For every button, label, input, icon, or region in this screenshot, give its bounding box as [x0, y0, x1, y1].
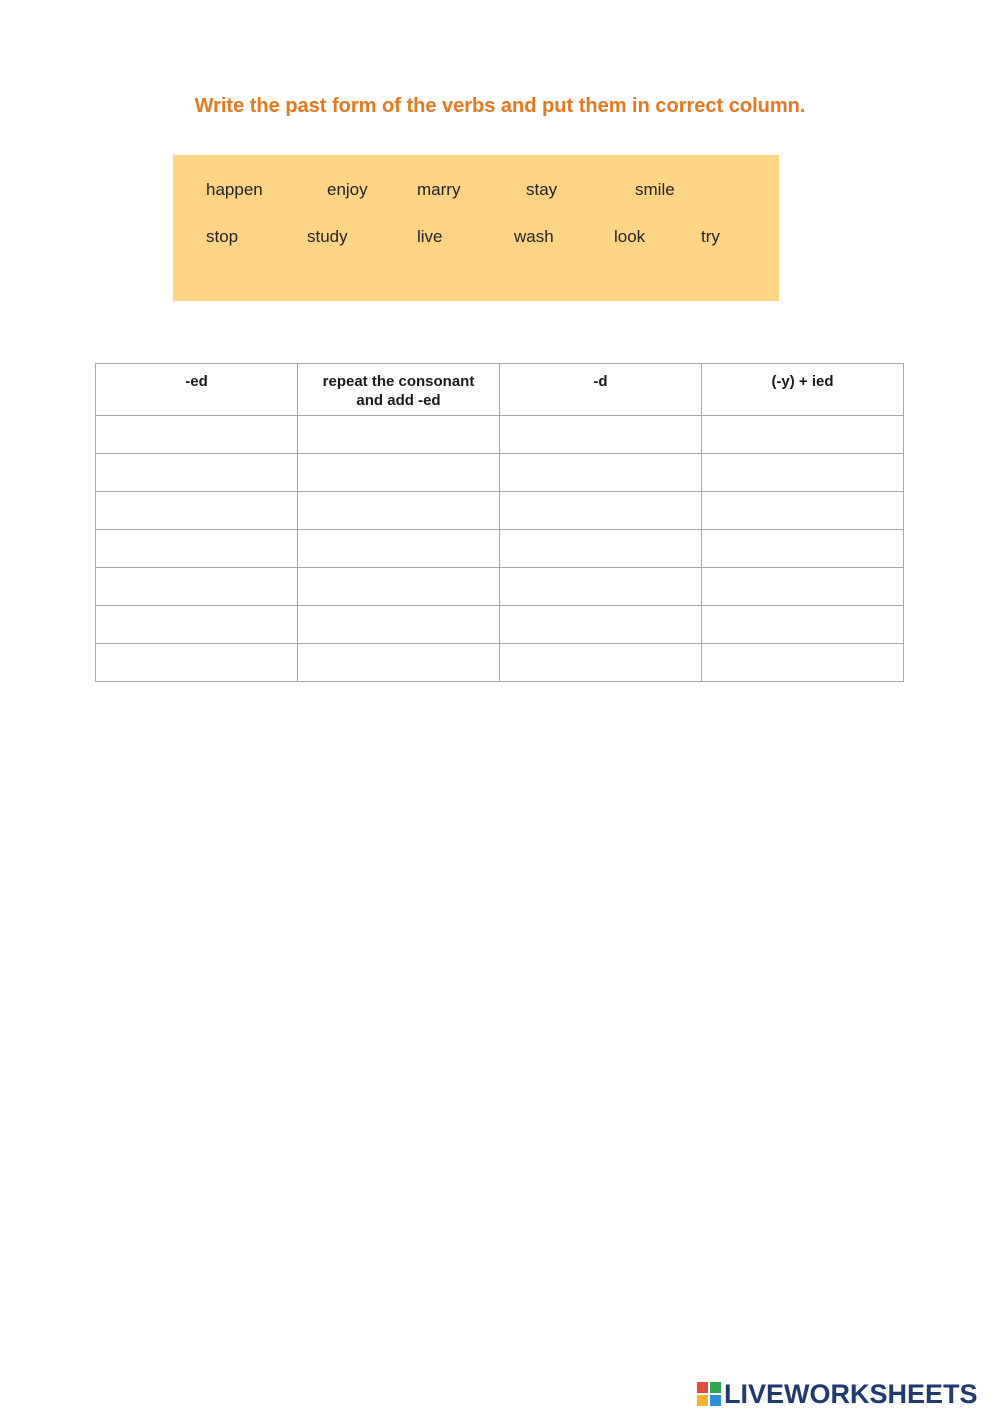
answer-cell	[500, 454, 702, 492]
answer-cell	[298, 644, 500, 682]
answer-cell	[702, 530, 904, 568]
answer-input[interactable]	[702, 492, 903, 529]
answer-input[interactable]	[96, 606, 297, 643]
answer-input[interactable]	[702, 606, 903, 643]
answer-cell	[96, 644, 298, 682]
brand-wordmark: LIVEWORKSHEETS	[724, 1378, 978, 1409]
word-bank-item: happen	[206, 180, 263, 199]
answer-cell	[702, 644, 904, 682]
answer-input[interactable]	[96, 454, 297, 491]
answer-cell	[96, 568, 298, 606]
answer-cell	[96, 606, 298, 644]
answer-input[interactable]	[96, 416, 297, 453]
column-header-ed: -ed	[96, 364, 298, 416]
answer-input[interactable]	[702, 644, 903, 681]
answer-input[interactable]	[500, 454, 701, 491]
word-bank-item: study	[307, 227, 348, 246]
answer-input[interactable]	[298, 606, 499, 643]
answer-cell	[96, 416, 298, 454]
instruction-title: Write the past form of the verbs and put them in correct column.	[194, 95, 806, 117]
word-bank-item: marry	[417, 180, 461, 199]
answer-cell	[96, 530, 298, 568]
answer-cell	[298, 530, 500, 568]
word-bank-item: try	[701, 227, 720, 246]
answer-input[interactable]	[500, 644, 701, 681]
answer-cell	[500, 606, 702, 644]
word-bank-item: look	[614, 227, 646, 246]
table-row	[96, 606, 904, 644]
word-bank-item: stop	[206, 227, 239, 246]
answer-input[interactable]	[702, 416, 903, 453]
word-bank-item: stay	[526, 180, 558, 199]
answer-input[interactable]	[702, 568, 903, 605]
table-row	[96, 492, 904, 530]
answer-cell	[96, 454, 298, 492]
table-row	[96, 568, 904, 606]
answer-input[interactable]	[702, 530, 903, 567]
answer-cell	[702, 416, 904, 454]
answer-input[interactable]	[702, 454, 903, 491]
answer-cell	[500, 644, 702, 682]
word-bank-item: enjoy	[327, 180, 368, 199]
answer-input[interactable]	[96, 530, 297, 567]
answer-cell	[702, 454, 904, 492]
answer-cell	[298, 416, 500, 454]
answer-cell	[500, 568, 702, 606]
answer-input[interactable]	[96, 568, 297, 605]
answer-cell	[298, 606, 500, 644]
table-header-row	[96, 364, 904, 416]
answer-cell	[702, 568, 904, 606]
answer-input[interactable]	[298, 454, 499, 491]
answer-cell	[298, 568, 500, 606]
answer-input[interactable]	[500, 606, 701, 643]
answer-table	[95, 363, 904, 682]
word-bank-item: smile	[635, 180, 675, 199]
answer-input[interactable]	[500, 416, 701, 453]
answer-cell	[702, 492, 904, 530]
table-row	[96, 416, 904, 454]
answer-input[interactable]	[298, 492, 499, 529]
answer-cell	[500, 416, 702, 454]
answer-cell	[500, 530, 702, 568]
answer-input[interactable]	[96, 492, 297, 529]
answer-input[interactable]	[500, 530, 701, 567]
answer-cell	[298, 454, 500, 492]
answer-input[interactable]	[298, 416, 499, 453]
answer-input[interactable]	[298, 530, 499, 567]
column-header-y-ied: (-y) + ied	[702, 364, 904, 416]
answer-input[interactable]	[500, 568, 701, 605]
answer-input[interactable]	[298, 644, 499, 681]
word-bank-item: live	[417, 227, 443, 246]
table-row	[96, 454, 904, 492]
word-bank	[173, 155, 779, 301]
answer-input[interactable]	[96, 644, 297, 681]
answer-cell	[500, 492, 702, 530]
answer-cell	[96, 492, 298, 530]
answer-input[interactable]	[500, 492, 701, 529]
answer-cell	[298, 492, 500, 530]
table-row	[96, 644, 904, 682]
answer-input[interactable]	[298, 568, 499, 605]
column-header-d: -d	[500, 364, 702, 416]
liveworksheets-logo-icon	[697, 1382, 721, 1406]
liveworksheets-brand	[697, 1377, 978, 1411]
answer-cell	[702, 606, 904, 644]
table-row	[96, 530, 904, 568]
word-bank-item: wash	[514, 227, 554, 246]
column-header-repeat-consonant: repeat the consonant and add -ed	[298, 364, 500, 416]
